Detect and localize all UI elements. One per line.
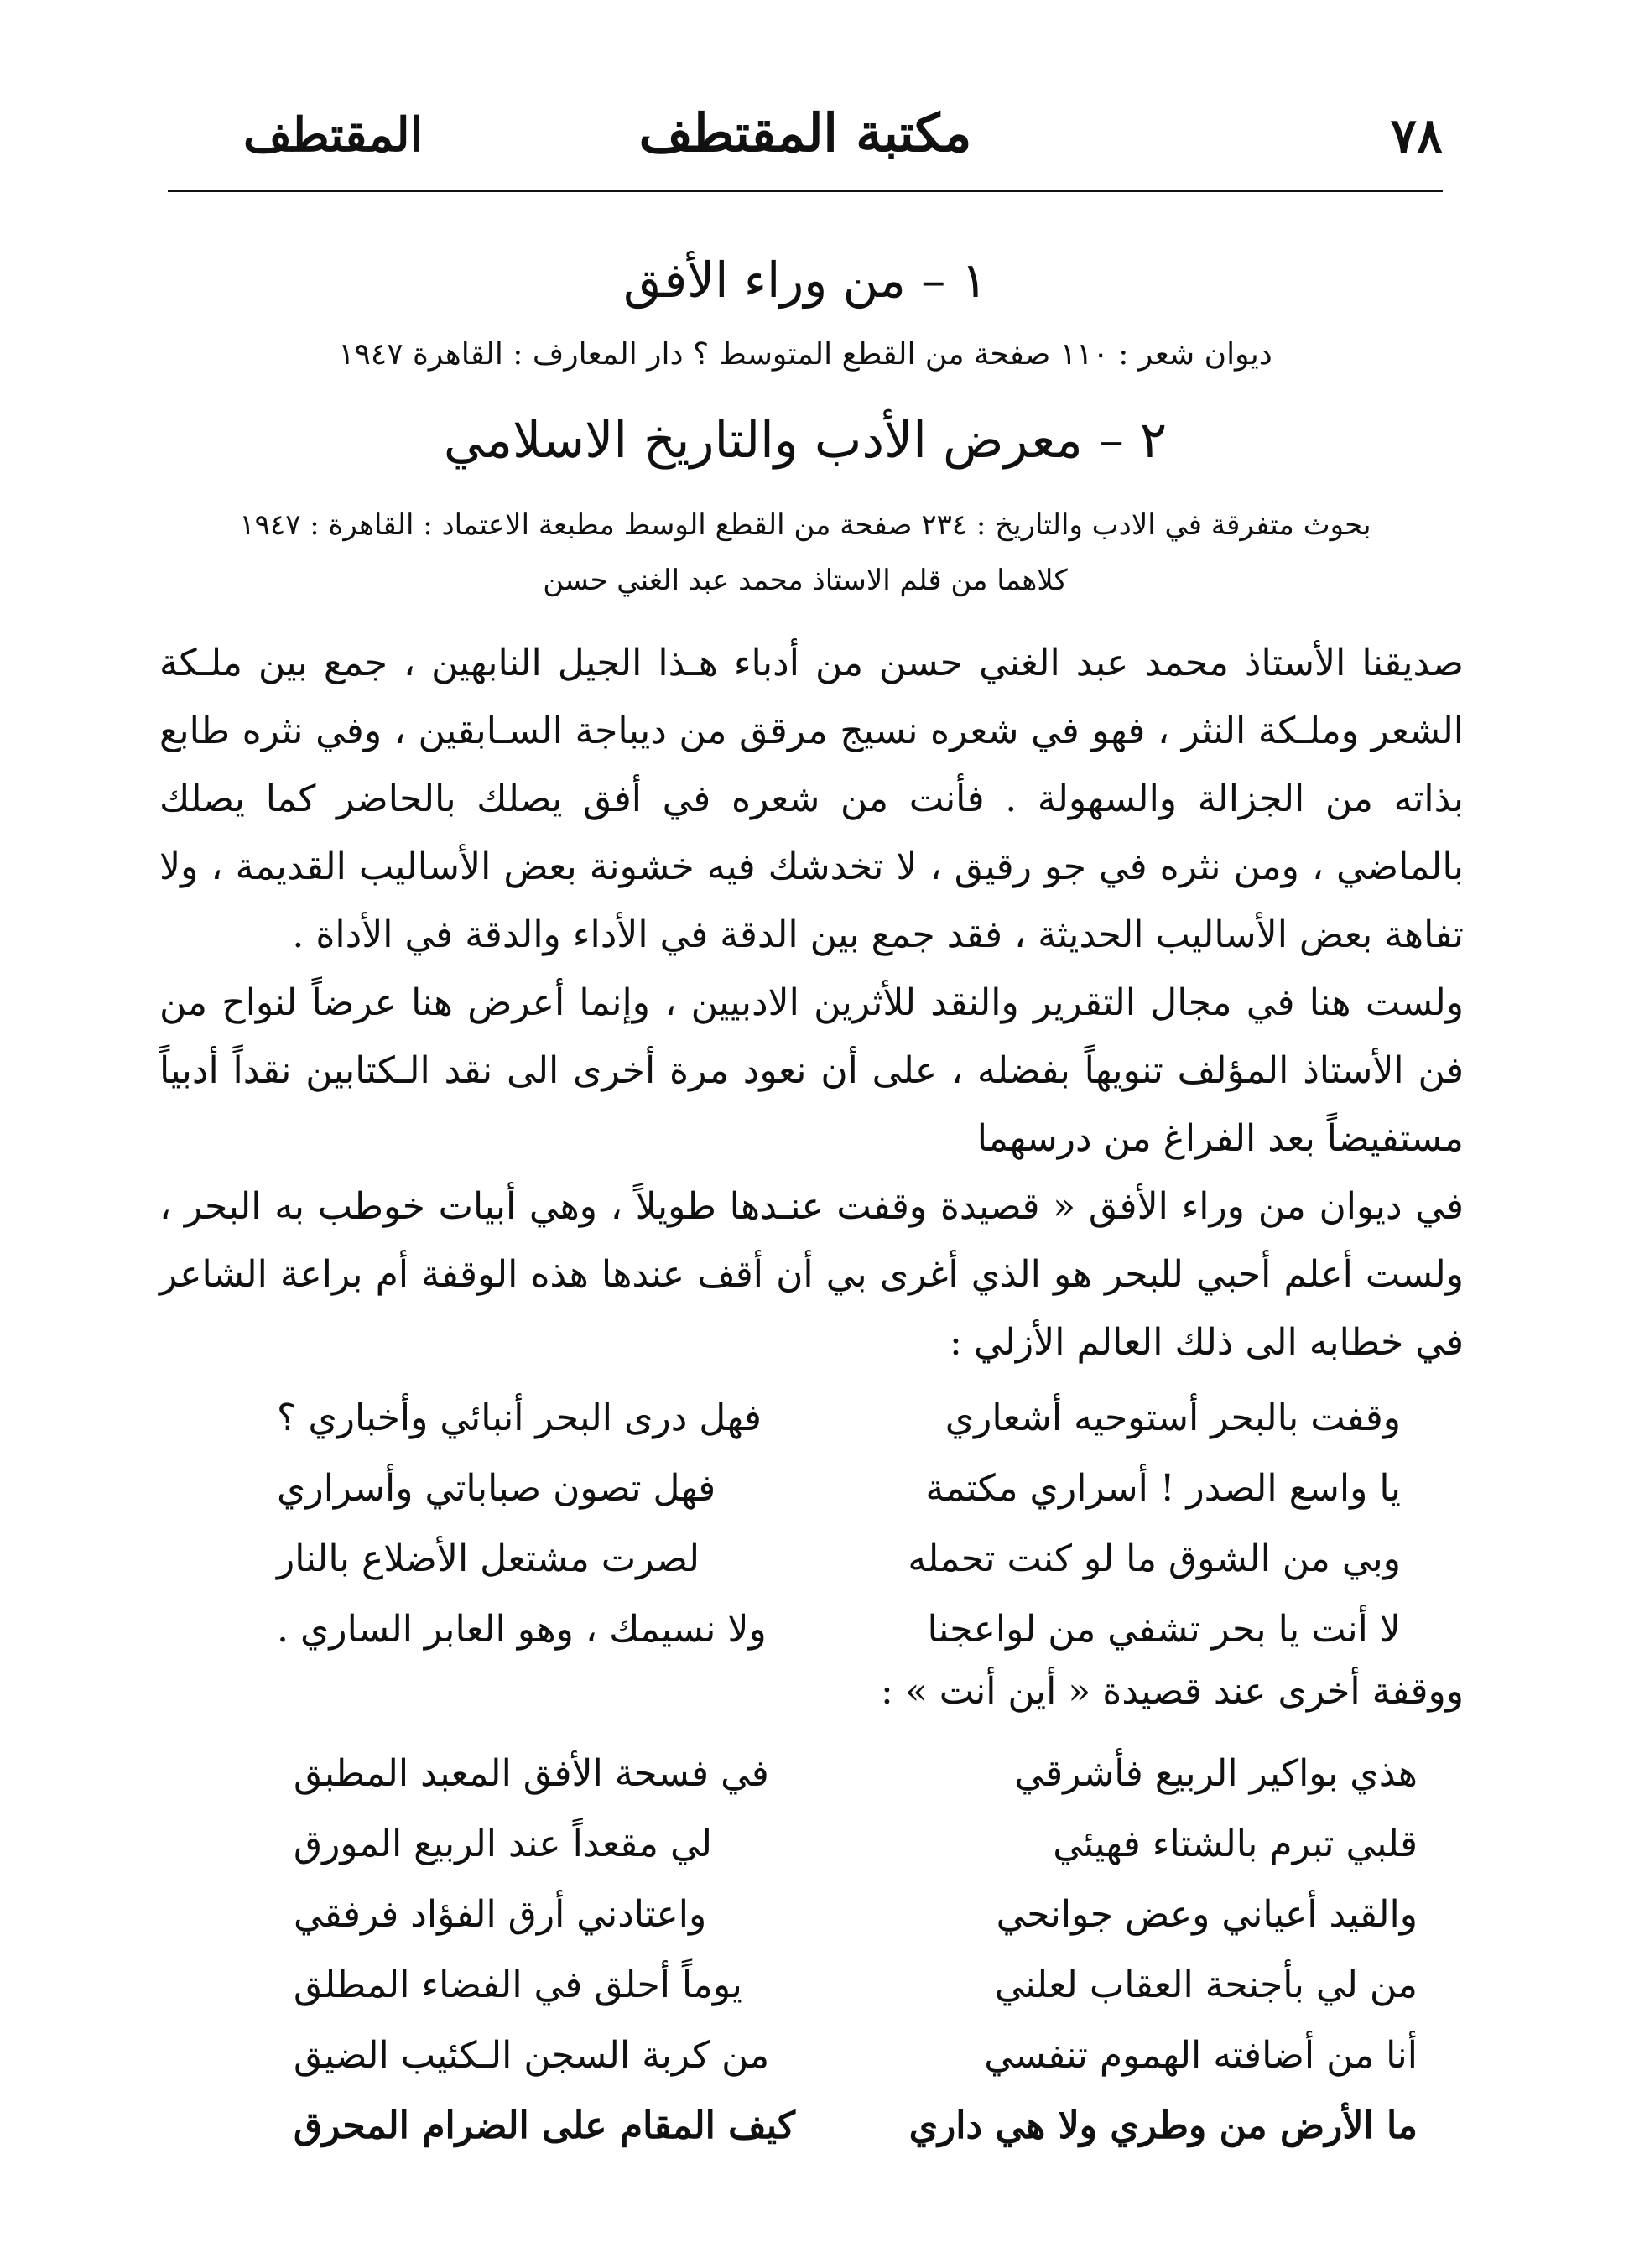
verse-hemistich-first: يا واسع الصدر ! أسراري مكتمة bbox=[925, 1466, 1401, 1510]
section2-author-line: كلاهما من قلم الاستاذ محمد عبد الغني حسن bbox=[543, 564, 1068, 597]
running-header bbox=[168, 91, 1443, 174]
verse-hemistich-first: من لي بأجنحة العقاب لعلني bbox=[994, 1963, 1418, 2006]
verse-line bbox=[294, 2020, 1418, 2090]
verse-line bbox=[294, 1738, 1418, 1808]
verse-hemistich-second: في فسحة الأفق المعبد المطبق bbox=[294, 1751, 769, 1795]
verse-line bbox=[277, 1523, 1401, 1594]
verse-hemistich-first: وقفت بالبحر أستوحيه أشعاري bbox=[944, 1396, 1401, 1439]
section2-subtitle: بحوث متفرقة في الادب والتاريخ : ٢٣٤ صفحة من القطع الوسط مطبعة الاعتماد : القاهرة : ١٩٤٧ bbox=[239, 508, 1371, 542]
verse-hemistich-second: لصرت مشتعل الأضلاع بالنار bbox=[277, 1537, 700, 1580]
verse-line bbox=[277, 1594, 1401, 1664]
verse-hemistich-first: وبي من الشوق ما لو كنت تحمله bbox=[908, 1537, 1401, 1580]
verse-line bbox=[294, 1879, 1418, 1949]
paragraph-3: في ديوان من وراء الأفق « قصيدة وقفت عنـدها طويلاً ، وهي أبيات خوطب به البحر ، ولست أعلم أحبي للبحر هو الذي أغرى بي أن أقف عندها هذه الوقفة أم براعة الشاعر في خطابه الى ذلك العالم الأزلي : bbox=[159, 1185, 1464, 1364]
verse-block-2 bbox=[294, 1738, 1418, 2161]
verse-hemistich-first: لا أنت يا بحر تشفي من لواعجنا bbox=[927, 1607, 1401, 1651]
paragraph-1: صديقنا الأستاذ محمد عبد الغني حسن من أدباء هـذا الجيل النابهين ، جمع بين ملـكة الشعر وملـكة النثر ، فهو في شعره نسيج مرقق من ديباجة السـابقين ، وفي نثره طابع بذاته من الجزالة والسهولة . فأنت من شعره في أفق يصلك بالحاضر كما يصلك بالماضي ، ومن نثره في جو رقيق ، لا تخدشك فيه خشونة بعض الأساليب القديمة ، ولا تفاهة بعض الأساليب الحديثة ، فقد جمع بين الدقة في الأداء والدقة في الأداة . bbox=[159, 642, 1464, 956]
verse-hemistich-first: أنا من أضافته الهموم تنفسي bbox=[984, 2033, 1418, 2077]
section1-title: ١ – من وراء الأفق bbox=[623, 252, 987, 309]
section1-subtitle: ديوان شعر : ١١٠ صفحة من القطع المتوسط ؟ دار المعارف : القاهرة ١٩٤٧ bbox=[338, 337, 1272, 372]
verse2-intro: ووقفة أخرى عند قصيدة « أين أنت » : bbox=[881, 1670, 1464, 1713]
verse-hemistich-first: والقيد أعياني وعض جوانحي bbox=[996, 1892, 1418, 1936]
verse-block-1 bbox=[277, 1382, 1401, 1664]
verse-line bbox=[277, 1382, 1401, 1453]
verse-hemistich-second: ولا نسيمك ، وهو العابر الساري . bbox=[277, 1607, 767, 1651]
body-text bbox=[159, 629, 1464, 1376]
verse-hemistich-second: يوماً أحلق في الفضاء المطلق bbox=[294, 1963, 742, 2006]
paragraph-2: ولست هنا في مجال التقرير والنقد للأثرين الادبيين ، وإنما أعرض هنا عرضاً لنواح من فن الأستاذ المؤلف تنويهاً بفضله ، على أن نعود مرة أخرى الى نقد الـكتابين نقداً أدبياً مستفيضاً بعد الفراغ من درسهما bbox=[159, 981, 1464, 1160]
verse-hemistich-first: قلبي تبرم بالشتاء فهيئي bbox=[1053, 1822, 1418, 1865]
section2-title: ٢ – معرض الأدب والتاريخ الاسلامي bbox=[443, 411, 1168, 470]
verse-hemistich-second: لي مقعداً عند الربيع المورق bbox=[294, 1822, 713, 1865]
verse-hemistich-second: فهل تصون صباباتي وأسراري bbox=[277, 1466, 716, 1510]
page-number: ٧٨ bbox=[1390, 107, 1443, 164]
journal-name: المقتطف bbox=[243, 107, 424, 163]
verse-hemistich-first: ما الأرض من وطري ولا هي داري bbox=[908, 2104, 1418, 2147]
verse-hemistich-second: كيف المقام على الضرام المحرق bbox=[294, 2104, 795, 2147]
verse-line bbox=[294, 1808, 1418, 1879]
verse-line bbox=[294, 2090, 1418, 2161]
header-rule bbox=[168, 190, 1443, 192]
verse-line bbox=[294, 1949, 1418, 2020]
header-center-title: مكتبة المقتطف bbox=[638, 102, 972, 164]
verse-hemistich-first: هذي بواكير الربيع فأشرقي bbox=[1014, 1751, 1418, 1795]
verse-hemistich-second: واعتادني أرق الفؤاد فرفقي bbox=[294, 1892, 707, 1936]
verse-hemistich-second: فهل درى البحر أنبائي وأخباري ؟ bbox=[277, 1396, 762, 1439]
verse-line bbox=[277, 1453, 1401, 1523]
verse-hemistich-second: من كربة السجن الـكئيب الضيق bbox=[294, 2033, 770, 2077]
